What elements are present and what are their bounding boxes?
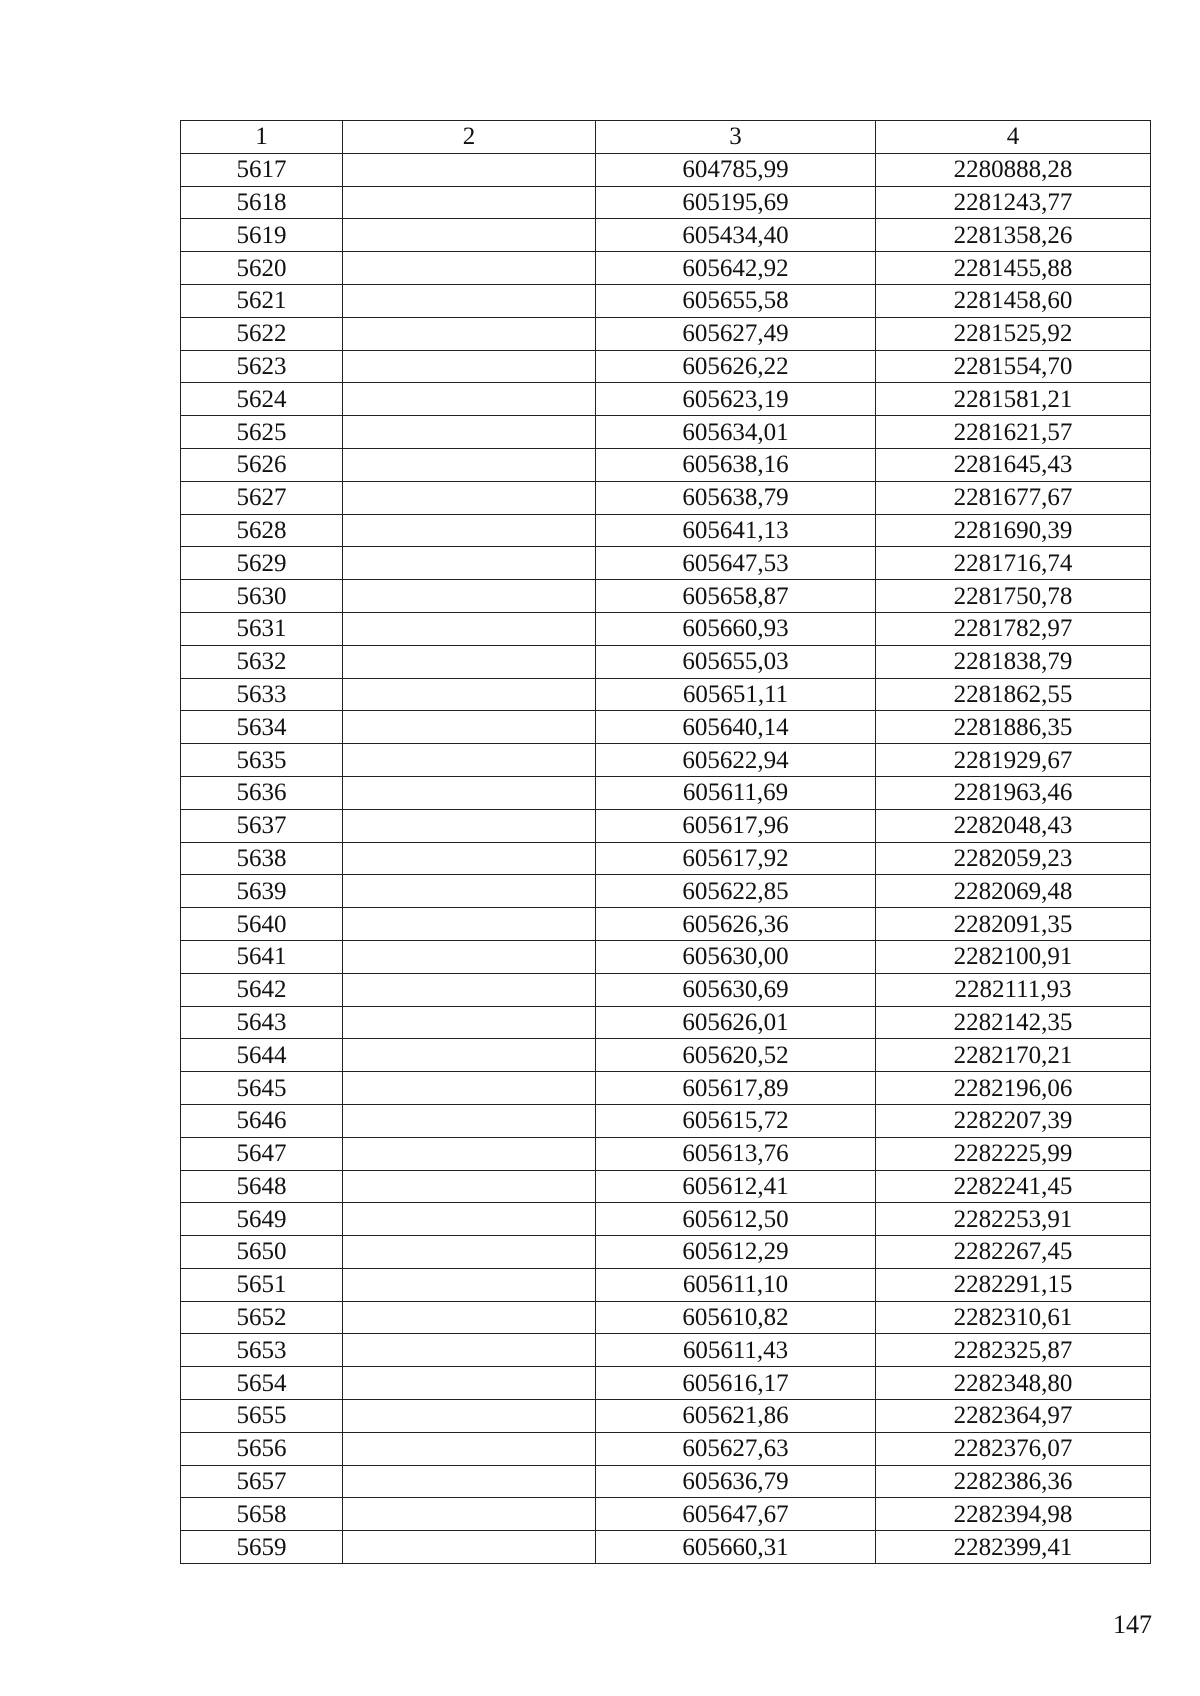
y-coordinate-cell: 2281690,39 (876, 514, 1151, 547)
empty-cell (343, 809, 596, 842)
point-number-cell: 5636 (181, 776, 343, 809)
point-number-cell: 5623 (181, 350, 343, 383)
table-row (181, 1268, 1151, 1301)
table-row (181, 448, 1151, 481)
x-coordinate-cell: 605612,50 (596, 1203, 876, 1236)
point-number-cell: 5651 (181, 1268, 343, 1301)
y-coordinate-cell: 2282170,21 (876, 1039, 1151, 1072)
table-row (181, 1334, 1151, 1367)
table-row (181, 678, 1151, 711)
point-number-cell: 5650 (181, 1236, 343, 1269)
x-coordinate-cell: 605610,82 (596, 1301, 876, 1334)
x-coordinate-cell: 605195,69 (596, 186, 876, 219)
y-coordinate-cell: 2281645,43 (876, 448, 1151, 481)
table-row (181, 1203, 1151, 1236)
point-number-cell: 5645 (181, 1072, 343, 1105)
header-row (181, 121, 1151, 154)
x-coordinate-cell: 605638,79 (596, 481, 876, 514)
x-coordinate-cell: 605651,11 (596, 678, 876, 711)
x-coordinate-cell: 605647,67 (596, 1498, 876, 1531)
table-row (181, 1170, 1151, 1203)
y-coordinate-cell: 2281458,60 (876, 284, 1151, 317)
x-coordinate-cell: 605617,96 (596, 809, 876, 842)
y-coordinate-cell: 2282394,98 (876, 1498, 1151, 1531)
x-coordinate-cell: 605630,69 (596, 973, 876, 1006)
empty-cell (343, 678, 596, 711)
y-coordinate-cell: 2281838,79 (876, 645, 1151, 678)
table-row (181, 1367, 1151, 1400)
table-row (181, 514, 1151, 547)
table-row (181, 317, 1151, 350)
empty-cell (343, 645, 596, 678)
y-coordinate-cell: 2281929,67 (876, 744, 1151, 777)
table-row (181, 612, 1151, 645)
y-coordinate-cell: 2282348,80 (876, 1367, 1151, 1400)
empty-cell (343, 1170, 596, 1203)
y-coordinate-cell: 2282196,06 (876, 1072, 1151, 1105)
x-coordinate-cell: 605611,69 (596, 776, 876, 809)
y-coordinate-cell: 2281677,67 (876, 481, 1151, 514)
point-number-cell: 5629 (181, 547, 343, 580)
x-coordinate-cell: 605655,58 (596, 284, 876, 317)
point-number-cell: 5617 (181, 153, 343, 186)
y-coordinate-cell: 2282091,35 (876, 908, 1151, 941)
empty-cell (343, 284, 596, 317)
y-coordinate-cell: 2282048,43 (876, 809, 1151, 842)
y-coordinate-cell: 2281525,92 (876, 317, 1151, 350)
point-number-cell: 5641 (181, 940, 343, 973)
empty-cell (343, 1367, 596, 1400)
point-number-cell: 5656 (181, 1432, 343, 1465)
y-coordinate-cell: 2281716,74 (876, 547, 1151, 580)
x-coordinate-cell: 605617,92 (596, 842, 876, 875)
x-coordinate-cell: 605626,01 (596, 1006, 876, 1039)
table-body (181, 153, 1151, 1563)
x-coordinate-cell: 605655,03 (596, 645, 876, 678)
y-coordinate-cell: 2281963,46 (876, 776, 1151, 809)
point-number-cell: 5644 (181, 1039, 343, 1072)
y-coordinate-cell: 2281782,97 (876, 612, 1151, 645)
point-number-cell: 5630 (181, 580, 343, 613)
empty-cell (343, 252, 596, 285)
table-row (181, 645, 1151, 678)
column-header-2: 2 (343, 121, 596, 154)
table-row (181, 744, 1151, 777)
point-number-cell: 5637 (181, 809, 343, 842)
empty-cell (343, 776, 596, 809)
x-coordinate-cell: 605638,16 (596, 448, 876, 481)
point-number-cell: 5618 (181, 186, 343, 219)
x-coordinate-cell: 605642,92 (596, 252, 876, 285)
point-number-cell: 5652 (181, 1301, 343, 1334)
empty-cell (343, 973, 596, 1006)
x-coordinate-cell: 605611,10 (596, 1268, 876, 1301)
empty-cell (343, 580, 596, 613)
x-coordinate-cell: 605622,85 (596, 875, 876, 908)
x-coordinate-cell: 605634,01 (596, 416, 876, 449)
point-number-cell: 5648 (181, 1170, 343, 1203)
x-coordinate-cell: 605623,19 (596, 383, 876, 416)
x-coordinate-cell: 605622,94 (596, 744, 876, 777)
point-number-cell: 5640 (181, 908, 343, 941)
point-number-cell: 5619 (181, 219, 343, 252)
empty-cell (343, 1465, 596, 1498)
y-coordinate-cell: 2282291,15 (876, 1268, 1151, 1301)
x-coordinate-cell: 605647,53 (596, 547, 876, 580)
table-row (181, 481, 1151, 514)
point-number-cell: 5642 (181, 973, 343, 1006)
x-coordinate-cell: 605626,22 (596, 350, 876, 383)
x-coordinate-cell: 605641,13 (596, 514, 876, 547)
empty-cell (343, 908, 596, 941)
empty-cell (343, 1498, 596, 1531)
x-coordinate-cell: 605658,87 (596, 580, 876, 613)
x-coordinate-cell: 605621,86 (596, 1400, 876, 1433)
table-row (181, 186, 1151, 219)
table-row (181, 1498, 1151, 1531)
point-number-cell: 5658 (181, 1498, 343, 1531)
table-row (181, 973, 1151, 1006)
y-coordinate-cell: 2281750,78 (876, 580, 1151, 613)
empty-cell (343, 547, 596, 580)
point-number-cell: 5643 (181, 1006, 343, 1039)
empty-cell (343, 1400, 596, 1433)
table-row (181, 940, 1151, 973)
table-row (181, 1301, 1151, 1334)
empty-cell (343, 1072, 596, 1105)
y-coordinate-cell: 2282241,45 (876, 1170, 1151, 1203)
y-coordinate-cell: 2282207,39 (876, 1104, 1151, 1137)
point-number-cell: 5626 (181, 448, 343, 481)
x-coordinate-cell: 605612,41 (596, 1170, 876, 1203)
x-coordinate-cell: 605627,63 (596, 1432, 876, 1465)
point-number-cell: 5627 (181, 481, 343, 514)
point-number-cell: 5653 (181, 1334, 343, 1367)
table-row (181, 1137, 1151, 1170)
empty-cell (343, 1334, 596, 1367)
column-header-1: 1 (181, 121, 343, 154)
point-number-cell: 5621 (181, 284, 343, 317)
empty-cell (343, 711, 596, 744)
x-coordinate-cell: 605616,17 (596, 1367, 876, 1400)
y-coordinate-cell: 2282253,91 (876, 1203, 1151, 1236)
table-row (181, 1400, 1151, 1433)
empty-cell (343, 1236, 596, 1269)
table-row (181, 776, 1151, 809)
column-header-3: 3 (596, 121, 876, 154)
point-number-cell: 5620 (181, 252, 343, 285)
empty-cell (343, 875, 596, 908)
table-row (181, 1531, 1151, 1564)
empty-cell (343, 1039, 596, 1072)
table-row (181, 383, 1151, 416)
y-coordinate-cell: 2282142,35 (876, 1006, 1151, 1039)
y-coordinate-cell: 2282100,91 (876, 940, 1151, 973)
y-coordinate-cell: 2282267,45 (876, 1236, 1151, 1269)
table-row (181, 809, 1151, 842)
point-number-cell: 5639 (181, 875, 343, 908)
table-row (181, 416, 1151, 449)
empty-cell (343, 317, 596, 350)
table-row (181, 1236, 1151, 1269)
x-coordinate-cell: 605626,36 (596, 908, 876, 941)
empty-cell (343, 940, 596, 973)
y-coordinate-cell: 2282386,36 (876, 1465, 1151, 1498)
y-coordinate-cell: 2280888,28 (876, 153, 1151, 186)
point-number-cell: 5638 (181, 842, 343, 875)
y-coordinate-cell: 2282310,61 (876, 1301, 1151, 1334)
point-number-cell: 5654 (181, 1367, 343, 1400)
table-row (181, 350, 1151, 383)
point-number-cell: 5647 (181, 1137, 343, 1170)
table-row (181, 711, 1151, 744)
table-row (181, 842, 1151, 875)
y-coordinate-cell: 2282376,07 (876, 1432, 1151, 1465)
table-row (181, 219, 1151, 252)
x-coordinate-cell: 605660,93 (596, 612, 876, 645)
point-number-cell: 5657 (181, 1465, 343, 1498)
table-row (181, 1104, 1151, 1137)
column-header-4: 4 (876, 121, 1151, 154)
table-row (181, 252, 1151, 285)
y-coordinate-cell: 2281554,70 (876, 350, 1151, 383)
table-row (181, 1006, 1151, 1039)
y-coordinate-cell: 2282069,48 (876, 875, 1151, 908)
x-coordinate-cell: 605612,29 (596, 1236, 876, 1269)
point-number-cell: 5649 (181, 1203, 343, 1236)
point-number-cell: 5625 (181, 416, 343, 449)
empty-cell (343, 1531, 596, 1564)
empty-cell (343, 219, 596, 252)
empty-cell (343, 744, 596, 777)
y-coordinate-cell: 2282225,99 (876, 1137, 1151, 1170)
table-row (181, 580, 1151, 613)
x-coordinate-cell: 604785,99 (596, 153, 876, 186)
table-row (181, 284, 1151, 317)
y-coordinate-cell: 2281581,21 (876, 383, 1151, 416)
empty-cell (343, 1432, 596, 1465)
empty-cell (343, 612, 596, 645)
point-number-cell: 5635 (181, 744, 343, 777)
empty-cell (343, 481, 596, 514)
x-coordinate-cell: 605613,76 (596, 1137, 876, 1170)
page-number: 147 (1113, 1610, 1152, 1639)
table-row (181, 1432, 1151, 1465)
x-coordinate-cell: 605620,52 (596, 1039, 876, 1072)
x-coordinate-cell: 605640,14 (596, 711, 876, 744)
empty-cell (343, 1006, 596, 1039)
x-coordinate-cell: 605636,79 (596, 1465, 876, 1498)
empty-cell (343, 1104, 596, 1137)
y-coordinate-cell: 2282325,87 (876, 1334, 1151, 1367)
empty-cell (343, 1268, 596, 1301)
x-coordinate-cell: 605615,72 (596, 1104, 876, 1137)
y-coordinate-cell: 2281862,55 (876, 678, 1151, 711)
point-number-cell: 5646 (181, 1104, 343, 1137)
y-coordinate-cell: 2281621,57 (876, 416, 1151, 449)
y-coordinate-cell: 2282364,97 (876, 1400, 1151, 1433)
empty-cell (343, 1301, 596, 1334)
table-row (181, 1465, 1151, 1498)
y-coordinate-cell: 2281243,77 (876, 186, 1151, 219)
point-number-cell: 5624 (181, 383, 343, 416)
table-row (181, 875, 1151, 908)
point-number-cell: 5632 (181, 645, 343, 678)
y-coordinate-cell: 2281886,35 (876, 711, 1151, 744)
empty-cell (343, 350, 596, 383)
empty-cell (343, 186, 596, 219)
table-row (181, 1039, 1151, 1072)
table-row (181, 153, 1151, 186)
empty-cell (343, 514, 596, 547)
point-number-cell: 5628 (181, 514, 343, 547)
y-coordinate-cell: 2282059,23 (876, 842, 1151, 875)
empty-cell (343, 842, 596, 875)
y-coordinate-cell: 2282399,41 (876, 1531, 1151, 1564)
point-number-cell: 5622 (181, 317, 343, 350)
x-coordinate-cell: 605434,40 (596, 219, 876, 252)
y-coordinate-cell: 2282111,93 (876, 973, 1151, 1006)
empty-cell (343, 383, 596, 416)
empty-cell (343, 153, 596, 186)
x-coordinate-cell: 605611,43 (596, 1334, 876, 1367)
x-coordinate-cell: 605660,31 (596, 1531, 876, 1564)
point-number-cell: 5631 (181, 612, 343, 645)
table-row (181, 908, 1151, 941)
empty-cell (343, 448, 596, 481)
x-coordinate-cell: 605617,89 (596, 1072, 876, 1105)
coordinates-table (180, 120, 1151, 1564)
table-row (181, 547, 1151, 580)
point-number-cell: 5634 (181, 711, 343, 744)
empty-cell (343, 416, 596, 449)
point-number-cell: 5655 (181, 1400, 343, 1433)
table-row (181, 1072, 1151, 1105)
x-coordinate-cell: 605630,00 (596, 940, 876, 973)
y-coordinate-cell: 2281455,88 (876, 252, 1151, 285)
empty-cell (343, 1203, 596, 1236)
y-coordinate-cell: 2281358,26 (876, 219, 1151, 252)
x-coordinate-cell: 605627,49 (596, 317, 876, 350)
point-number-cell: 5633 (181, 678, 343, 711)
empty-cell (343, 1137, 596, 1170)
point-number-cell: 5659 (181, 1531, 343, 1564)
